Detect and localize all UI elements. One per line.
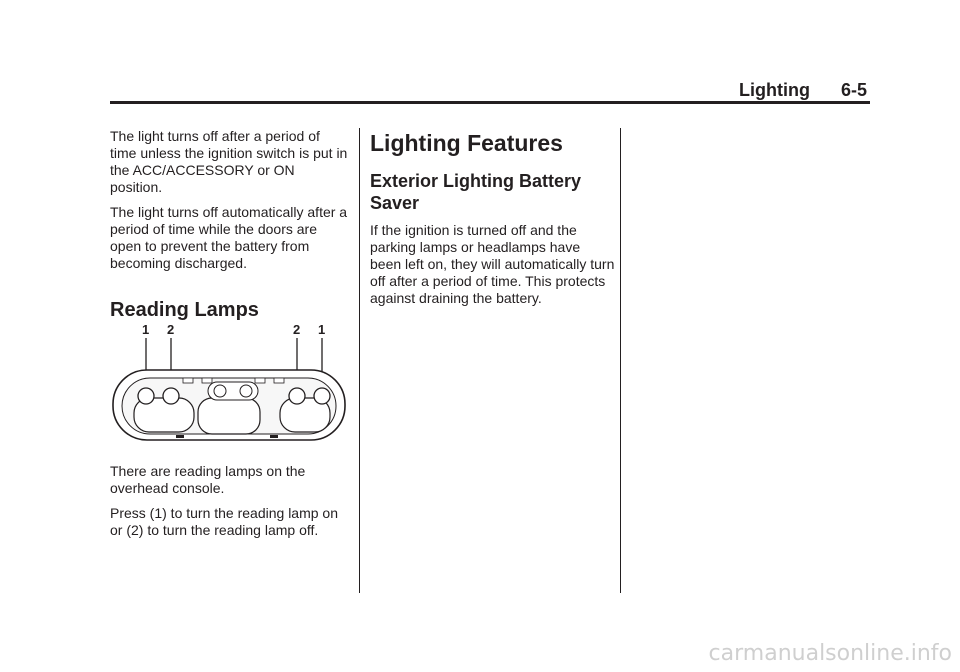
header-rule	[110, 101, 870, 104]
column-divider	[620, 128, 621, 593]
callout-label-1-left: 1	[142, 322, 150, 337]
center-button-icon	[240, 385, 252, 397]
reading-lamp-off-button-right	[289, 388, 305, 404]
console-tab	[255, 378, 265, 383]
console-notch	[176, 435, 184, 438]
column-left	[110, 128, 350, 322]
center-lamp-lens	[198, 398, 260, 434]
console-notch	[270, 435, 278, 438]
callout-label-2-right: 2	[293, 322, 301, 337]
paragraph: The light turns off after a period of time unless the ignition switch is put in the ACC/ACCESSORY or ON position.	[110, 128, 348, 195]
column-left-lower	[110, 463, 350, 547]
reading-lamp-on-button-right	[314, 388, 330, 404]
column-middle	[370, 128, 615, 315]
console-tab	[183, 378, 193, 383]
section-heading-reading-lamps: Reading Lamps	[110, 299, 259, 321]
callout-label-1-right: 1	[318, 322, 326, 337]
section-title: Lighting	[739, 80, 810, 100]
paragraph: If the ignition is turned off and the parking lamps or headlamps have been left on, they will automatically turn off after a period of time. This protects against draining the battery.	[370, 222, 615, 306]
reading-lamps-illustration	[110, 318, 350, 448]
column-divider	[359, 128, 360, 593]
center-button-icon	[214, 385, 226, 397]
watermark: carmanualsonline.info	[708, 641, 952, 666]
paragraph: There are reading lamps on the overhead console.	[110, 463, 306, 496]
page-header	[739, 80, 867, 101]
callout-label-2-left: 2	[167, 322, 175, 337]
paragraph: Press (1) to turn the reading lamp on or (2) to turn the reading lamp off.	[110, 505, 339, 538]
page-number: 6-5	[840, 80, 867, 100]
console-tab	[202, 378, 212, 383]
paragraph: The light turns off automatically after a period of time while the doors are open to prevent the battery from becoming discharged.	[110, 204, 348, 271]
reading-lamp-on-button-left	[138, 388, 154, 404]
console-tab	[274, 378, 284, 383]
reading-lamp-off-button-left	[163, 388, 179, 404]
chapter-heading-lighting-features: Lighting Features	[370, 130, 563, 156]
subsection-heading-battery-saver: Exterior Lighting Battery Saver	[370, 171, 582, 213]
